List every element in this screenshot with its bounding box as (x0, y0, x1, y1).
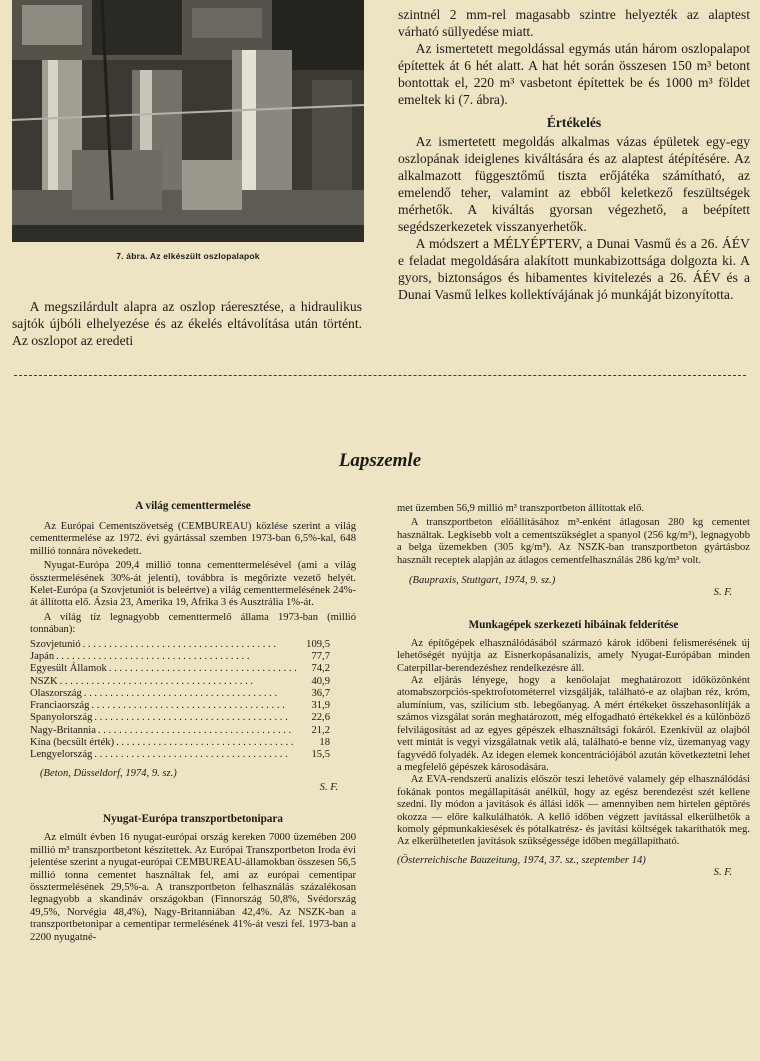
paragraph: Az Európai Cementszövetség (CEMBUREAU) közlése szerint a világ cementtermelése az 1972. évi gyártással szemben 1973-ban 6,5%-kal, 648 millió tonnára növekedett. (30, 521, 356, 557)
construction-photo-image (12, 0, 364, 242)
table-row: NSZK . . . 40,9 (30, 676, 330, 688)
table-row: Szovjetunió . . . 109,5 (30, 639, 330, 651)
signature: S. F. (713, 867, 732, 879)
lower-right-column (397, 503, 750, 880)
table-row: Lengyelország . . . 15,5 (30, 749, 330, 761)
paragraph: Az építőgépek elhasználódásából származó károk időbeni felismerésének új lehetőségét nyújtja az Eisnerkopásanalízis, amely Nyugat-Európában minden Caterpillar-berendezéshez rendelkezésre áll. (397, 637, 750, 674)
table-row: Kína (becsült érték) . . . 18 (30, 737, 330, 749)
table-row: Nagy-Britannia . . . 21,2 (30, 725, 330, 737)
table-row: Franciaország . . . 31,9 (30, 700, 330, 712)
source-citation: (Österreichische Bauzeitung, 1974, 37. sz., szeptember 14) (397, 854, 646, 866)
table-row: Egyesült Államok . . . 74,2 (30, 663, 330, 675)
paragraph: Az eljárás lényege, hogy a kenőolajat meghatározott időközönként atomabszorpciós-spektrofotométerrel vizsgálják, található-e az olajban réz, króm, alumínium, vas, szilícium stb. lebegőanyag. A mért értékeket összehasonlítják a számos vizsgálat során meghatározott, még elfogadható értékekkel és a különböző felvilágosítást ad az egyes gépészek elhasználtsági fokáról. Ezenkívül az olajból vett mintát is vegyi vizsgálatnak vetik alá, található-e benne víz, üzemanyag vagy fagyvédő folyadék. Az idegen elemek koncentrációjából azután következtetni lehet a megfelelő gépészek károsodására. (397, 675, 750, 773)
paragraph: met üzemben 56,9 millió m³ transzportbeton állítottak elő. (397, 503, 645, 514)
section-title: Lapszemle (338, 450, 422, 471)
paragraph: Nyugat-Európa 209,4 millió tonna cementtermelésével (ami a világ össztermelésének 30%-át jelenti), továbbra is megőrizte vezető helyét. Kelet-Európa (a Szovjetuniót is beleértve) a világ cementtermelésének 24%-át állította elő. Ázsia 23, Amerika 19, Afrika 3 és Ausztrália 1%-át. (30, 560, 356, 609)
table-row: Japán . . . 77,7 (30, 651, 330, 663)
paragraph: A világ tíz legnagyobb cementtermelő állama 1973-ban (millió tonnában): (30, 611, 356, 636)
paragraph: Az ismertetett megoldás alkalmas vázas épületek egy-egy oszlopának ideiglenes kiváltására és az alaptest átépítésére. Az alkalmazott függesztőmű tiszta erőjátéka számítható, az emelendő teher, valamint az ebből keletkező feszültségek mérhetők. A kiváltás gyorsan végezhető, a beépített segédszerkezetek visszanyerhetők. (398, 134, 750, 234)
lower-left-column (30, 499, 356, 944)
paragraph: szintnél 2 mm-rel magasabb szintre helyezték az alaptest várható süllyedése miatt. (398, 7, 750, 39)
article-title: Nyugat-Európa transzportbetonipara (103, 813, 283, 826)
table-row: Olaszország . . . 36,7 (30, 688, 330, 700)
paragraph: Az elmúlt évben 16 nyugat-európai ország kereken 7000 üzemében 200 millió m³ transzportbetont készítettek. Az Európai Transzportbeton Iroda évi jelentése szerint a nyugat-európai CEMBUREAU-államokban összesen 56,5 millió tonna cementet használtak fel, ami az európai cementipar össztermelésének 29,5%-a. A transzportbeton felhasználás százalékosan legnagyobb a skandináv országokban (Finnország 50,8%, Svédország 49,5%, Norvégia 48,4%), Nagy-Britanniában 42,4%. Az NSZK-ban a transzportbetonipar a cementipar termelésének 41%-át veszi fel. 1973-ban a 2200 nyugatné- (30, 832, 356, 943)
right-column-text (398, 6, 750, 303)
figure-photo (12, 0, 364, 242)
article-title: Munkagépek szerkezeti hibáinak felderítése (468, 618, 679, 631)
paragraph: A megszilárdult alapra az oszlop ráeresztése, a hidraulikus sajtók újbóli elhelyezése és az ékelés eltávolítása után történt. Az oszlopot az eredeti (12, 299, 362, 348)
figure-caption: 7. ábra. Az elkészült oszlopalapok (116, 251, 260, 261)
paragraph: A módszert a MÉLYÉPTERV, a Dunai Vasmű és a 26. ÁÉV e feladat megoldására alakított munkabizottsága dolgozta ki. A gyors, biztonságos és hibamentes kivitelezés a 26. ÁÉV és a Dunai Vasmű lelkes kollektívájának jó munkáját bizonyította. (398, 236, 750, 302)
signature: S. F. (319, 782, 338, 794)
signature: S. F. (713, 587, 732, 599)
article-title: A világ cementtermelése (135, 500, 251, 512)
paragraph: Az EVA-rendszerű analízis először teszi lehetővé valamely gép elhasználódási fokának pontos megállapítását anélkül, hogy az egész berendezést szét kellene szedni. Ily módon a javítások és állási idők — amennyiben nem hirtelen géptörés okozza — előre kalkulálhatók. A kellő időben végzett javítással elkerülhetők a komoly gépmunkakiesések és pótalkatrész- és javítási költségek takaríthatók meg. Az elkerülhetetlen javítások szükségessége időben megállapítható. (397, 774, 750, 848)
paragraph: Az ismertetett megoldással egymás után három oszlopalapot építettek át 6 hét alatt. A hat hét során összesen 150 m³ betont bontottak el, 220 m³ vasbetont építettek be és 1000 m³ földet emeltek ki (7. ábra). (398, 41, 750, 107)
table-row: Spanyolország . . . 22,6 (30, 712, 330, 724)
source-citation: (Baupraxis, Stuttgart, 1974, 9. sz.) (409, 575, 556, 587)
divider (14, 375, 746, 376)
paragraph: A transzportbeton előállításához m³-enként átlagosan 280 kg cementet használtak. Legkisebb volt a cementszükséglet a spanyol (256 kg/m³), legnagyobb a belga üzemekben (305 kg/m³). Az NSZK-ban transzportbeton gyártásboz használt receptek alapján az átlagos cementfelhasználás 286 kg/m³ volt. (397, 517, 750, 566)
left-column-text (12, 298, 362, 349)
section-heading: Értékelés (546, 115, 602, 130)
source-citation: (Beton, Düsseldorf, 1974, 9. sz.) (40, 767, 177, 779)
production-table (30, 639, 330, 762)
